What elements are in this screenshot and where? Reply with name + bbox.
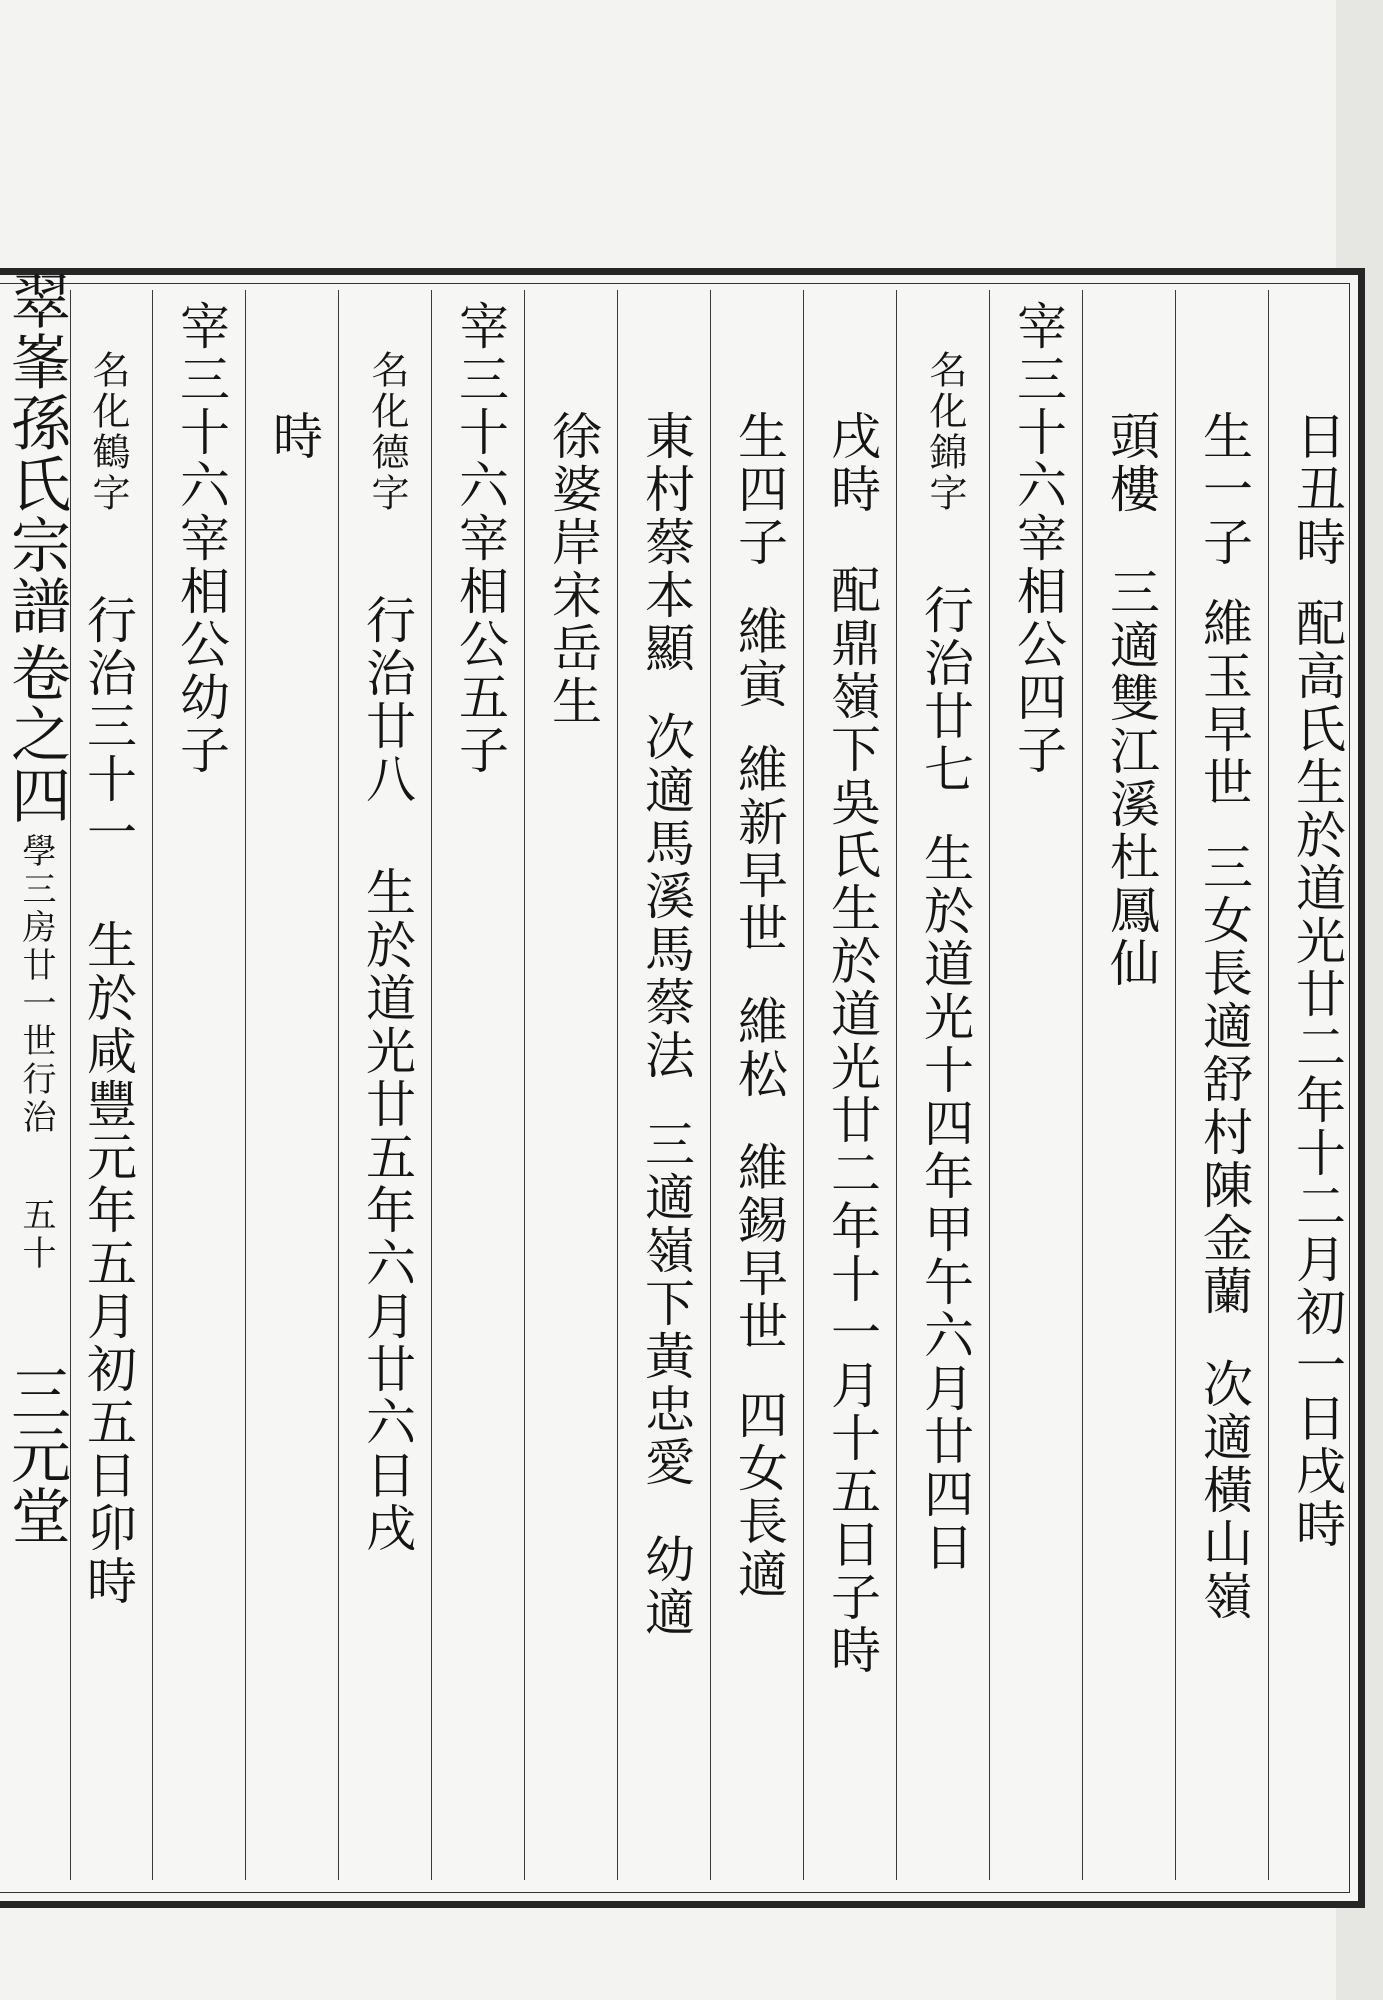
text-segment: 徐婆岸宋岳生 [544, 410, 602, 728]
volume-label: 卷之四 [1, 642, 71, 825]
text-column-10 [451, 300, 509, 1880]
text-segment: 行治廿七 [916, 584, 974, 796]
text-column-6 [823, 410, 881, 1990]
text-segment: 行治廿八 [358, 594, 416, 806]
column-rule [1175, 290, 1176, 1880]
branch-label: 學三房廿一世行治 [16, 833, 56, 1137]
text-segment: 名化鶴字 [86, 350, 130, 514]
text-segment: 三適嶺下黃忠愛 [637, 1118, 695, 1489]
text-column-5 [916, 350, 974, 1930]
text-segment: 名化錦字 [923, 350, 967, 514]
text-segment: 生於道光廿五年六月廿六日戌 [358, 866, 416, 1555]
text-segment: 配鼎嶺下吳氏生於道光廿二年十一月十五日子時 [823, 564, 881, 1677]
text-column-9 [544, 410, 602, 1990]
column-rule [152, 290, 153, 1880]
margin-column [1, 270, 71, 1910]
text-segment: 生於道光十四年甲午六月廿四日 [916, 832, 974, 1574]
column-rule [338, 290, 339, 1880]
text-column-13 [172, 300, 230, 1880]
text-segment: 維松 [730, 995, 788, 1101]
column-rule [431, 290, 432, 1880]
text-column-4 [1009, 300, 1067, 1880]
column-rule [803, 290, 804, 1880]
text-segment: 戌時 [823, 410, 881, 516]
text-segment: 生於咸豐元年五月初五日卯時 [79, 919, 137, 1608]
text-column-1 [1288, 410, 1346, 1990]
column-rule [710, 290, 711, 1880]
column-rule [896, 290, 897, 1880]
text-segment: 維新早世 [730, 743, 788, 955]
text-segment: 生一子 [1195, 410, 1253, 569]
column-rule [989, 290, 990, 1880]
text-segment: 配高氏生於道光廿二年十二月初一日戌時 [1288, 597, 1346, 1551]
text-segment: 維玉早世 [1195, 597, 1253, 809]
text-segment: 宰三十六宰相公幼子 [172, 300, 230, 777]
hall-name: 三元堂 [1, 1363, 71, 1546]
text-segment: 行治三十一 [79, 594, 137, 859]
text-segment: 四女長適 [730, 1389, 788, 1601]
text-column-8 [637, 410, 695, 1990]
text-segment: 幼適 [637, 1533, 695, 1639]
column-rule [524, 290, 525, 1880]
text-segment: 維寅 [730, 605, 788, 711]
text-column-11 [358, 350, 416, 1930]
text-column-14 [79, 350, 137, 1930]
column-rule [245, 290, 246, 1880]
text-segment: 日丑時 [1288, 410, 1346, 569]
text-column-12 [265, 410, 323, 1990]
column-rule [1082, 290, 1083, 1880]
text-segment: 頭樓 [1102, 410, 1160, 516]
text-segment: 生四子 [730, 410, 788, 569]
text-segment: 維錫早世 [730, 1141, 788, 1353]
book-title: 翠峯孫氏宗譜 [1, 270, 71, 636]
text-column-2 [1195, 410, 1253, 1990]
column-rule [1268, 290, 1269, 1880]
text-segment: 名化德字 [365, 350, 409, 514]
column-rule [617, 290, 618, 1880]
text-segment: 次適馬溪馬蔡法 [637, 711, 695, 1082]
text-segment: 東村蔡本顯 [637, 410, 695, 675]
page-number: 五十 [16, 1197, 56, 1273]
text-column-7 [730, 410, 788, 1990]
text-segment: 三適雙江溪杜鳳仙 [1102, 566, 1160, 990]
text-segment: 三女長適舒村陳金蘭 [1195, 841, 1253, 1318]
text-segment: 宰三十六宰相公四子 [1009, 300, 1067, 777]
text-segment: 次適橫山嶺 [1195, 1358, 1253, 1623]
text-segment: 時 [265, 410, 323, 463]
text-column-3 [1102, 410, 1160, 1990]
text-segment: 宰三十六宰相公五子 [451, 300, 509, 777]
